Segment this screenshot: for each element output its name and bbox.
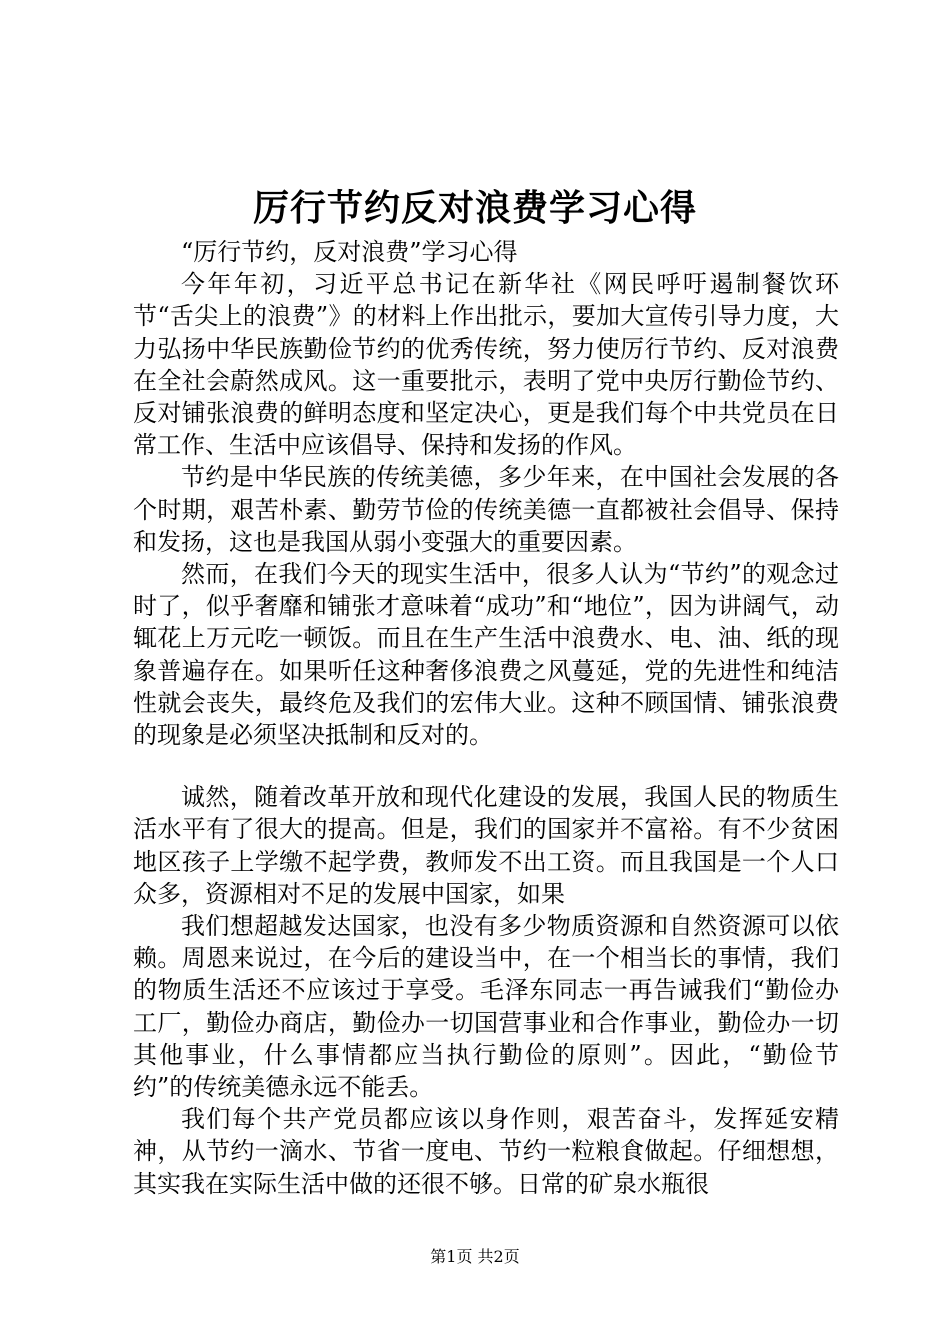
paragraph: 我们想超越发达国家，也没有多少物质资源和自然资源可以依赖。周恩来说过，在今后的建设当中，在一个相当长的事情，我们的物质生活还不应该过于享受。毛泽东同志一再告诫我们“勤俭办工厂，勤俭办商店，勤俭办一切国营事业和合作事业，勤俭办一切其他事业，什么事情都应当执行勤俭的原则”。因此，“勤俭节约”的传统美德永远不能丢。 bbox=[133, 912, 839, 1102]
paragraph: 今年年初，习近平总书记在新华社《网民呼吁遏制餐饮环节“舌尖上的浪费”》的材料上作出批示，要加大宣传引导力度，大力弘扬中华民族勤俭节约的优秀传统，努力使厉行节约、反对浪费在全社会蔚然成风。这一重要批示，表明了党中央厉行勤俭节约、反对铺张浪费的鲜明态度和坚定决心，更是我们每个中共党员在日常工作、生活中应该倡导、保持和发扬的作风。 bbox=[133, 270, 839, 460]
paragraph: 诚然，随着改革开放和现代化建设的发展，我国人民的物质生活水平有了很大的提高。但是，我们的国家并不富裕。有不少贫困地区孩子上学缴不起学费，教师发不出工资。而且我国是一个人口众多，资源相对不足的发展中国家，如果 bbox=[133, 783, 839, 908]
paragraph: 然而，在我们今天的现实生活中，很多人认为“节约”的观念过时了，似乎奢靡和铺张才意味着“成功”和“地位”，因为讲阔气，动辄花上万元吃一顿饭。而且在生产生活中浪费水、电、油、纸的现象普遍存在。如果听任这种奢侈浪费之风蔓延，党的先进性和纯洁性就会丧失，最终危及我们的宏伟大业。这种不顾国情、铺张浪费的现象是必须坚决抵制和反对的。 bbox=[133, 560, 839, 750]
page-number-footer: 第1页 共2页 bbox=[430, 1247, 520, 1266]
paragraph-subtitle: “厉行节约，反对浪费”学习心得 bbox=[181, 238, 518, 266]
document-body bbox=[133, 236, 839, 1200]
paragraph: 节约是中华民族的传统美德，多少年来，在中国社会发展的各个时期，艰苦朴素、勤劳节俭的传统美德一直都被社会倡导、保持和发扬，这也是我国从弱小变强大的重要因素。 bbox=[133, 463, 839, 556]
document-title: 厉行节约反对浪费学习心得 bbox=[252, 187, 697, 229]
paragraph: 我们每个共产党员都应该以身作则，艰苦奋斗，发挥延安精神，从节约一滴水、节省一度电、节约一粒粮食做起。仔细想想，其实我在实际生活中做的还很不够。日常的矿泉水瓶很 bbox=[133, 1105, 839, 1198]
